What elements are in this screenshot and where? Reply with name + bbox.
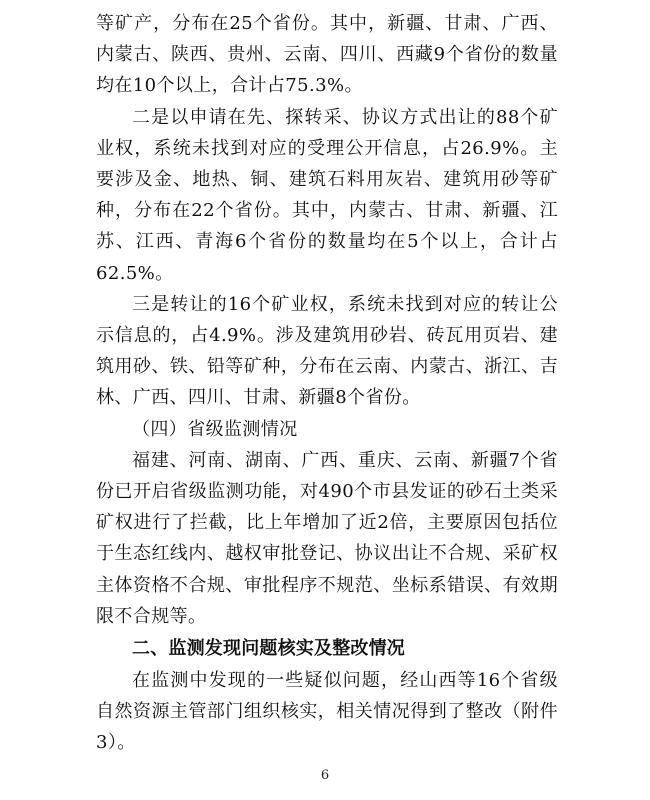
document-page (96, 8, 558, 759)
paragraph-continued: 等矿产，分布在25个省份。其中，新疆、甘肃、广西、内蒙古、陕西、贵州、云南、四川、西藏9个省份的数量均在10个以上，合计占75.3%。 (96, 13, 558, 97)
paragraph-transfer: 三是转让的16个矿业权，系统未找到对应的转让公示信息的，占4.9%。涉及建筑用砂岩、砖瓦用页岩、建筑用砂、铁、铅等矿种，分布在云南、内蒙古、浙江、吉林、广西、四川、甘肃、新疆8个省份。 (96, 293, 558, 409)
paragraph-transfer-application: 二是以申请在先、探转采、协议方式出让的88个矿业权，系统未找到对应的受理公开信息，占26.9%。主要涉及金、地热、铜、建筑石料用灰岩、建筑用砂等矿种，分布在22个省份。其中，内蒙古、甘肃、新疆、江苏、江西、青海6个省份的数量均在5个以上，合计占62.5%。 (96, 106, 558, 284)
section-heading-verification: 二、监测发现问题核实及整改情况 (132, 638, 405, 660)
paragraph-provincial-monitoring: 福建、河南、湖南、广西、重庆、云南、新疆7个省份已开启省级监测功能，对490个市县发证的砂石土类采矿权进行了拦截，比上年增加了近2倍，主要原因包括位于生态红线内、越权审批登记、协议出让不合规、采矿权主体资格不合规、审批程序不规范、坐标系错误、有效期限不合规等。 (96, 449, 558, 627)
page-number: 6 (320, 768, 330, 783)
paragraph-verification: 在监测中发现的一些疑似问题，经山西等16个省级自然资源主管部门组织核实，相关情况得到了整改（附件3）。 (96, 670, 558, 754)
subheading-provincial-monitoring: （四）省级监测情况 (132, 418, 298, 440)
